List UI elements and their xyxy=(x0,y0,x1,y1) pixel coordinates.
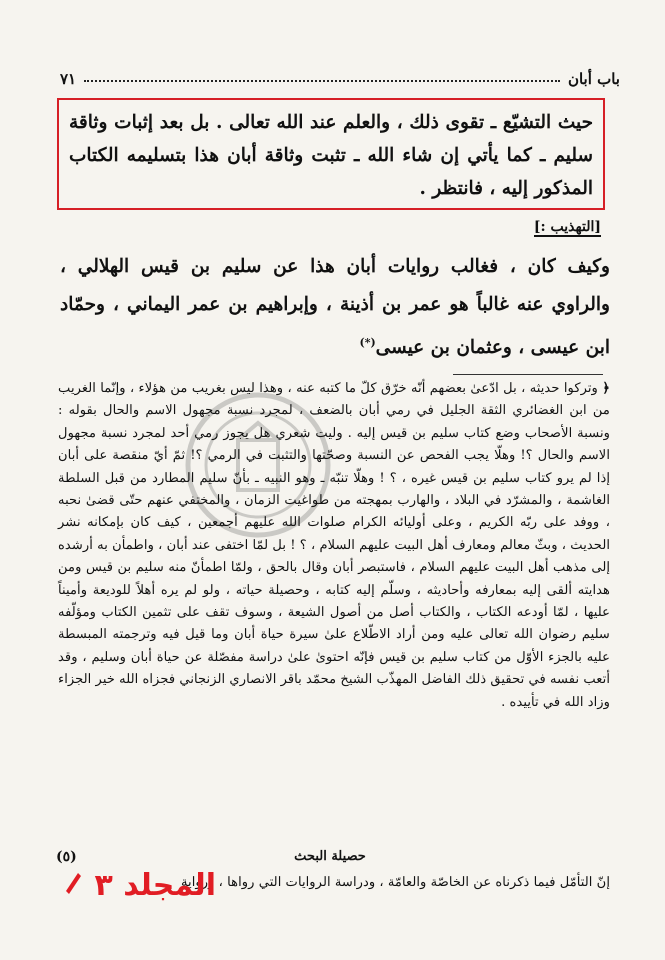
chapter-title: باب أبان xyxy=(567,70,620,88)
main-paragraph xyxy=(60,248,610,367)
bottom-text-line: إنّ التأمّل فيما ذكرناه عن الخاصّة والعامّة ، ودراسة الروايات التي رواها ، ورواية xyxy=(180,875,610,890)
page-number: ٧١ xyxy=(60,70,77,88)
pen-icon xyxy=(62,868,84,903)
running-header xyxy=(60,60,620,88)
header-dot-leader xyxy=(84,79,560,82)
section-heading: [التهذيب :] xyxy=(533,219,601,235)
section-number: (٥) xyxy=(56,849,77,865)
bottom-section-heading: حصيلة البحث xyxy=(294,849,366,864)
highlighted-paragraph-text: حيث التشيّع ـ تقوى ذلك ، والعلم عند الله تعالى . بل بعد إثبات وثاقة سليم ـ كما يأتي إن شاء الله ـ تثبت وثاقة أبان هذا بتسليمه الكتاب المذكور إليه ، فانتظر . xyxy=(69,112,593,199)
volume-stamp-text: المجلد ٣ xyxy=(94,868,217,903)
footnote-marker: ﴿ xyxy=(602,381,610,396)
volume-stamp xyxy=(62,868,216,903)
footnote-separator xyxy=(453,374,603,375)
highlighted-paragraph xyxy=(57,98,605,210)
footnote-reference: (*) xyxy=(359,336,376,349)
footnote-text: وتركوا حديثه ، بل ادّعىٰ بعضهم أنّه خرّق كلّ ما كتبه عنه ، وهذا ليس بغريب من هؤلاء ، وإنّما الغريب من ابن الغضائري الثقة الجليل في رمي أبان بالضعف ، لمجرد نسبة مجهول الاسم والحال بقوله : ونسبة الأصحاب وضع كتاب سليم بن قيس إليه . وليت شعري هل يجوز رمي أحد لمجرد نسبة مجهول الاسم والحال ؟! وهلّا يجب الفحص عن النسبة وصحّتها والتثبت في الرمي ؟! ثمّ أيّ منقصة على أبان إذا لم يرو كتاب سليم بن قيس غيره ، ؟ ! وهلّا تنبّه ـ وهو النبيه ـ بأنّ سليم المطارد من قبل السلطة الغاشمة ، والمشرّد في البلاد ، والهارب بمهجته من طواغيت الزمان ، والمختفي عنهم حتّى قضىٰ نحبه ، ووفد على ربّه الكريم ، وعلى أوليائه الكرام صلوات الله عليهم أجمعين ، كيف كان بإمكانه نشر الحديث ، وبثّ معالم ومعارف أهل البيت عليهم السلام ، ؟ ! بل لمّا اختفى عند أبان ، واطمأن به أرشده إلى مذهب أهل البيت عليهم السلام ، فاستبصر أبان وقال بالحق ، ولمّا اطمأنّ منه سليم بن قيس ومن هدايته ألقى إليه بمعارفه وأحاديثه ، وسلّم إليه كتابه ، وحصيلة حياته ، ولو لم يره أهلاً للوديعة وأميناً عليها ، لمّا أودعه الكتاب ، والكتاب أصل من أصول الشيعة ، وسوف تقف على تثمين الكتاب ومؤلّفه سليم رضوان الله تعالى عليه ومن أراد الاطّلاع علىٰ سيرة حياة أبان وما قيل فيه وترجمته المبسطة عليه بالجزء الأوّل من كتاب سليم بن قيس فإنّه احتوىٰ علىٰ دراسة مفصّلة عن حياة أبان وسليم ، وقد أتعب نفسه في تحقيق ذلك الفاضل المهذّب الشيخ محمّد باقر الانصاري الزنجاني فجزاه الله خير الجزاء وزاد الله في تأييده . xyxy=(58,381,610,710)
main-paragraph-text: وكيف كان ، فغالب روايات أبان هذا عن سليم بن قيس الهلالي ، والراوي عنه غالباً هو عمر بن أذينة ، وإبراهيم بن عمر اليماني ، وحمّاد ابن عيسى ، وعثمان بن عيسى xyxy=(60,256,610,359)
footnote xyxy=(58,378,610,714)
